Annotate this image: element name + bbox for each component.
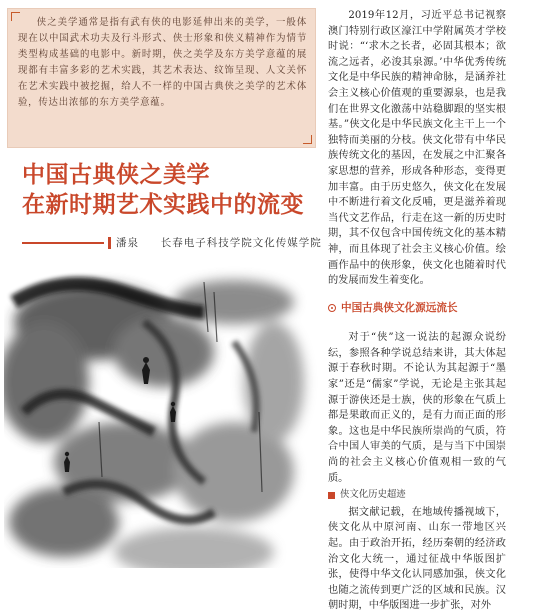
target-icon [328,304,336,312]
corner-ornament-top-left [11,12,20,21]
article-title-line-1: 中国古典侠之美学 [22,161,210,188]
body-paragraph-3: 据文献记载，在地域传播视域下，侠文化从中原河南、山东一带地区兴起。由于政治开拓，经历秦朝的经济政治文化大统一，通过征战中华版图扩张，使得中华文化认同感加强，侠文化也随之流传到更广泛的区域和民族。汉朝时期，中华版图进一步扩张，对外 [328,506,506,612]
author-text [116,236,322,250]
section-heading [328,301,506,317]
corner-ornament-bottom-right [303,135,312,144]
body-paragraph-1: 2019年12月，习近平总书记视察澳门特别行政区濠江中学附属英才学校时说：“‘求木之长者，必固其根本；欲流之远者，必浚其泉源。’中华优秀传统文化是中华民族的精神命脉，是涵养社会主义核心价值观的重要源泉，也是我们在世界文化激荡中站稳脚跟的坚实根基。”侠文化是中华民族文化主干上一个独特而美丽的分枝。侠文化带有中华民族传统文化的基因，在发展之中汇聚各家思想的营养，形成各种形态，变得更加丰富。由于历史悠久，侠文化在发展中不断进行着文化反哺，更是滋养着现当代文艺作品，行走在这一新的历史时期，其不仅包含中国传统文化的基本精神，而且体现了社会主义核心价值。绘画作品中的侠形象，侠文化也随着时代的发展而发生着变化。 [328,10,506,287]
author-name: 潘泉 [116,237,139,249]
abstract-box [7,8,316,148]
article-title [22,160,322,220]
ink-painting-illustration [4,262,320,568]
section-heading-text: 中国古典侠文化源远流长 [341,301,458,314]
body-paragraph-2: 对于“侠”这一说法的起源众说纷纭，参照各种学说总结来讲，其大体起源于春秋时期。不论认为其起源于“墨家”还是“儒家”学说，无论是主张其起源于游侠还是士族，侠的形象在气质上都是果敢而正义的，是有力而正面的形象。这也是中华民族所崇尚的气质，符合中国人审美的气质，是与当下中国崇尚的社会主义核心价值观相一致的气质。 [328,332,506,484]
author-rule [22,242,104,244]
author-line [22,236,322,250]
body-column [328,8,506,614]
author-marker [108,237,111,249]
sub-heading [328,487,506,503]
author-affiliation: 长春电子科技学院文化传媒学院 [160,237,322,249]
article-title-line-2: 在新时期艺术实践中的流变 [22,191,304,218]
square-bullet-icon [328,492,335,499]
abstract-text: 侠之美学通常是指有武有侠的电影延伸出来的美学，一般体现在以中国武术功夫及行斗形式、侠士形象和侠义精神作为情节类型构成基础的电影中。新时期，侠之美学及东方美学意蕴的展现都有丰富多彩的艺术实践，其艺术表达、纹饰呈现、人文关怀在艺术实践中被挖掘，给人不一样的中国古典侠之美学的艺术体验，传达出浓郁的东方美学意蕴。 [18,17,307,108]
sub-heading-text: 侠文化历史超迹 [340,489,406,501]
